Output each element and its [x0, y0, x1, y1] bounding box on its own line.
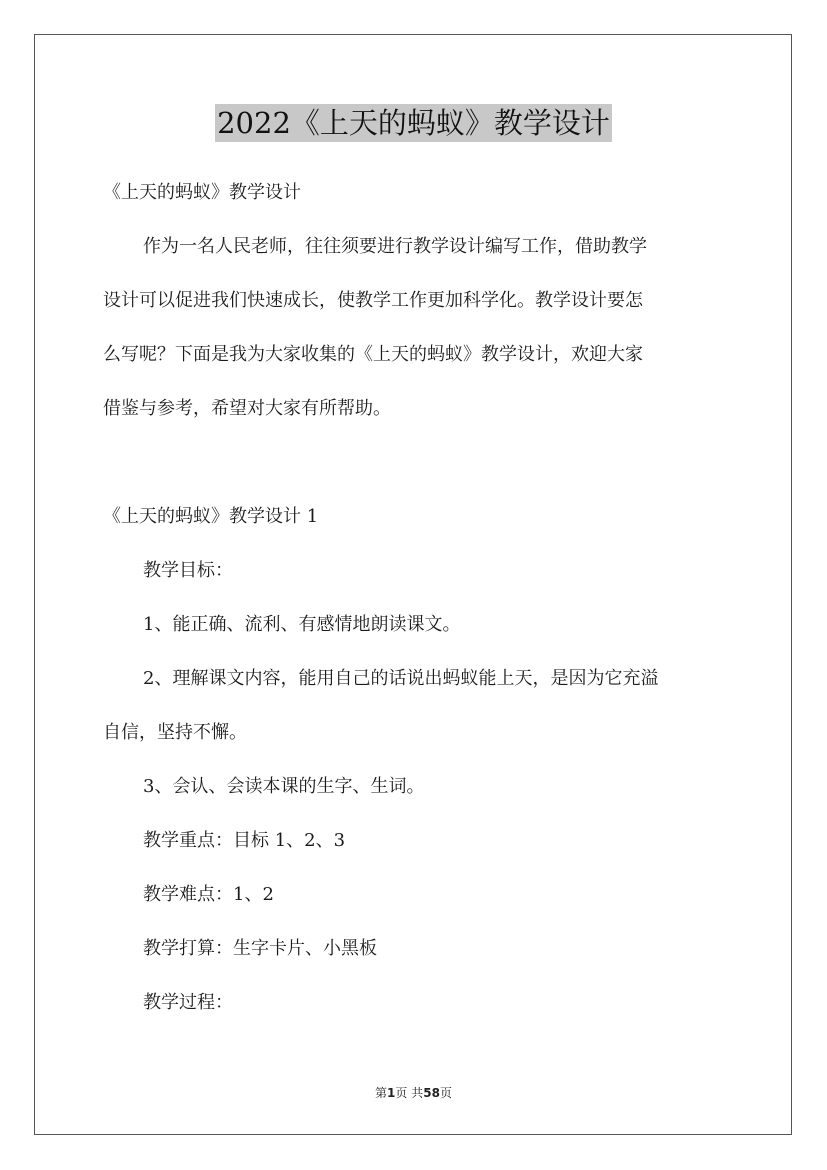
- document-title: 2022《上天的蚂蚁》教学设计: [217, 106, 610, 140]
- intro-line-1: 作为一名人民老师，往往须要进行教学设计编写工作，借助教学: [143, 236, 647, 257]
- key-points: 教学重点：目标 1、2、3: [143, 830, 346, 851]
- footer-page-number: 1: [387, 1086, 396, 1100]
- footer-total-pages: 58: [423, 1086, 440, 1100]
- intro-line-2: 设计可以促进我们快速成长，使教学工作更加科学化。教学设计要怎: [103, 290, 643, 311]
- process-heading: 教学过程：: [143, 992, 233, 1013]
- subtitle-line: 《上天的蚂蚁》教学设计: [103, 182, 301, 203]
- intro-line-3: 么写呢？下面是我为大家收集的《上天的蚂蚁》教学设计，欢迎大家: [103, 344, 643, 365]
- footer-suffix: 页: [439, 1086, 452, 1100]
- goal-item-3: 3、会认、会读本课的生字、生词。: [143, 776, 425, 797]
- goal-item-2: 2、理解课文内容，能用自己的话说出蚂蚁能上天，是因为它充溢: [143, 668, 659, 689]
- difficulties: 教学难点：1、2: [143, 884, 274, 905]
- document-title-wrap: [0, 104, 827, 142]
- footer-mid: 页 共: [395, 1086, 424, 1100]
- section-heading: 《上天的蚂蚁》教学设计 1: [103, 506, 319, 527]
- goals-heading: 教学目标：: [143, 560, 233, 581]
- preparation: 教学打算：生字卡片、小黑板: [143, 938, 377, 959]
- intro-line-4: 借鉴与参考，希望对大家有所帮助。: [103, 398, 391, 419]
- page-footer: [0, 1084, 827, 1101]
- footer-prefix: 第: [375, 1086, 388, 1100]
- goal-item-1: 1、能正确、流利、有感情地朗读课文。: [143, 614, 461, 635]
- goal-item-2-cont: 自信，坚持不懈。: [103, 722, 247, 743]
